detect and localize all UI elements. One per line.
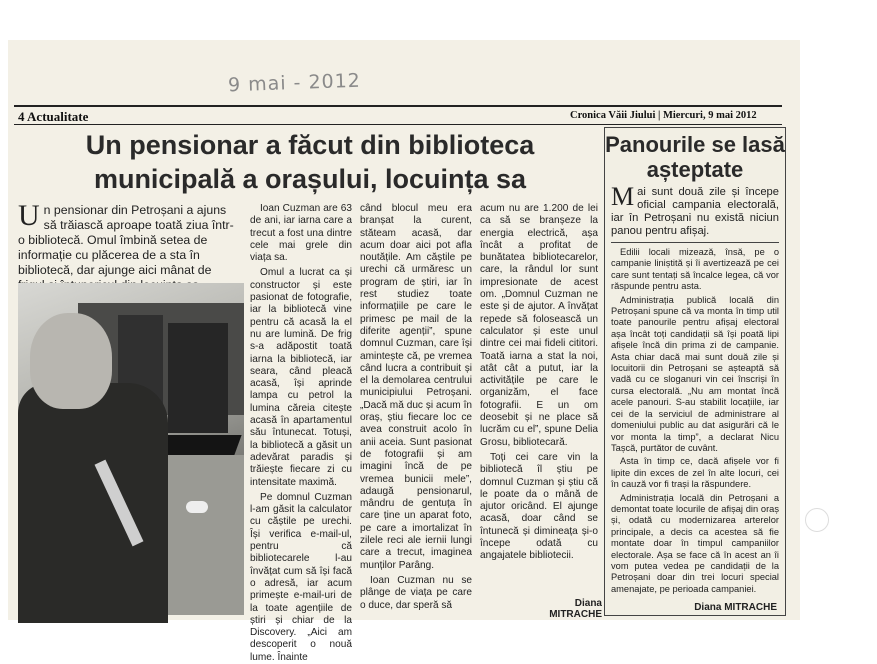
handwritten-date: 9 mai - 2012 — [227, 69, 362, 97]
column-paragraph: când blocul meu era branșat la curent, stăteam acasă, dar acum doar aici pot afla noutățile. Am căștile pe urechi că urmăresc un program de știri, iar în rest studiez toate informațiile pe care le primesc pe mail de la diferite agenții”, spune domnul Cuzman, care își amintește că, pe vremea când lucra a contribuit și el la demolarea centrului municipiului Petroșani. „Dacă mă duc și acum în oraș, știu fiecare loc ce avea construit acolo în anii aceia. Sunt pasionat de fotografii și am imagini încă de pe vremea bunicii mele”, adaugă pensionarul, mândru de gentuța în care ține un aparat foto, pe care a imortalizat în zilele reci ale iernii lungi care a trecut, imaginea munților Parâng. — [360, 203, 472, 571]
sidebar-lead-text: ai sunt două zile și începe oficial campania electorală, iar în Petroșani nu există niciun panou pentru afișaj. — [611, 186, 779, 237]
article-column-1 — [250, 203, 352, 663]
masthead-date: Cronica Văii Jiului | Miercuri, 9 mai 2012 — [570, 110, 757, 121]
intro-text: n pensionar din Petroșani a ajuns să trăiască aproape toată ziua într-o bibliotecă. Omul îmbină setea de informație cu plăcerea de a sta în bibliotecă, dar ajunge aici mânat de — [18, 203, 234, 277]
photo-computer-tower — [168, 323, 228, 433]
sidebar-drop-cap: M — [611, 182, 635, 211]
sidebar-paragraph: Administrația locală din Petroșani a demontat toate locurile de afișaj din oraș și, odată cu modernizarea arterelor principale, a decis ca acestea să fie montate doar în timpul campaniilor electorale. Așa se face că în acest an îi vom putea vedea pe candidații de la Petroșani doar din trei locuri special amenajate, pe perioada campaniei. — [611, 492, 779, 594]
section-label: 4 Actualitate — [18, 109, 89, 124]
column-paragraph: Pe domnul Cuzman l-am găsit la calculator cu căștile pe urechi. Își verifica e-mail-ul, pentru că bibliotecarele l-au învățat cum să își facă o adresă, iar acum primește e-mail-uri de la toate agențiile de știri și chiar de la Discovery. „Aici am descoperit o nouă lume. Înainte — [250, 491, 352, 663]
sidebar-divider — [611, 242, 779, 243]
sidebar-box — [604, 127, 786, 616]
photo-mouse — [186, 501, 208, 513]
photo-person-head — [30, 313, 112, 409]
photo-person-body — [18, 383, 168, 623]
column-paragraph: acum nu are 1.200 de lei ca să se branșeze la energia electrică, așa încât a profitat de bunătatea bibliotecarelor, care, la rândul lor sunt impresionate de acest om. „Domnul Cuzman ne este și de ajutor. A învățat repede să folosească un calculator și este unul dintre cei mai fideli cititori. Toată iarna a stat la noi, atât cât a putut, iar la activitățile pe care le organizăm, el face fotografii. E un om deosebit și ne place să lucrăm cu el”, spune Delia Grosu, bibliotecară. — [480, 203, 598, 448]
header-rule-bottom — [14, 124, 782, 125]
column-paragraph: Ioan Cuzman are 63 de ani, iar iarna care a trecut a fost una dintre cele mai grele din viața sa. — [250, 203, 352, 264]
article-intro — [18, 199, 240, 293]
column-paragraph: Omul a lucrat ca și constructor și este pasionat de fotografie, iar la bibliotecă vine pentru că acasă la el nu are lumină. De frig s-a adăpostit toată iarna la bibliotecă, iar seara, când pleacă acasă, își aprinde lampa cu petrol la lumina căreia citește acasă în apartamentul său întunecat. Totuși, la bibliotecă a găsit un adevărat paradis și trăiește fiecare zi cu intensitate maximă. — [250, 267, 352, 488]
hole-punch-mark — [805, 508, 829, 532]
sidebar-title: Panourile se lasă așteptate — [605, 132, 785, 182]
sidebar-paragraph: Asta în timp ce, dacă afișele vor fi lipite din exces de zel în alte locuri, cei în cauză vor fi trași la răspundere. — [611, 456, 779, 490]
sidebar-paragraph: Edilii locali mizează, însă, pe o campanie liniștită și îi avertizează pe cei care sunt tentați să încalce legea, că vor răspunde pentru asta. — [611, 247, 779, 292]
sidebar-body — [611, 247, 779, 595]
header-rule-top — [14, 105, 782, 107]
sidebar-paragraph: Administrația publică locală din Petroșani spune că va monta în timp util toate panourile pentru afișaj electoral așa încât toți candidații să își poată lipi afișele încă din prima zi de campanie. Asta chiar dacă mai sunt două zile și locuitorii din Petroșani se așteaptă să vadă cu ce sloganuri vin cei înscriși în cursa electorală. „Nu am montat încă acele panouri. S-au stabilit locațiile, iar cei de la serviciul de administrare al domeniului public au dat asigurări că le vor monta la timp”, a declarat Nicu Tașcă, purtător de cuvânt. — [611, 294, 779, 453]
article-author: Diana MITRACHE — [549, 598, 602, 620]
article-photo — [18, 283, 244, 611]
sidebar-lead — [611, 182, 779, 238]
article-headline: Un pensionar a făcut din biblioteca municipală a orașului, locuința sa — [85, 130, 535, 194]
column-paragraph: Toți cei care vin la bibliotecă îl știu pe domnul Cuzman și știu că le poate da o mână de ajutor oricând. El ajunge acasă, doar când se întunecă și dimineața și-o începe odată cu angajatele bibliotecii. — [480, 451, 598, 562]
article-column-2 — [360, 203, 472, 611]
sidebar-author: Diana MITRACHE — [694, 602, 777, 613]
article-column-3 — [480, 203, 598, 597]
column-paragraph: Ioan Cuzman nu se plânge de viața pe care o duce, dar speră să — [360, 574, 472, 611]
intro-drop-cap: U — [18, 199, 40, 232]
